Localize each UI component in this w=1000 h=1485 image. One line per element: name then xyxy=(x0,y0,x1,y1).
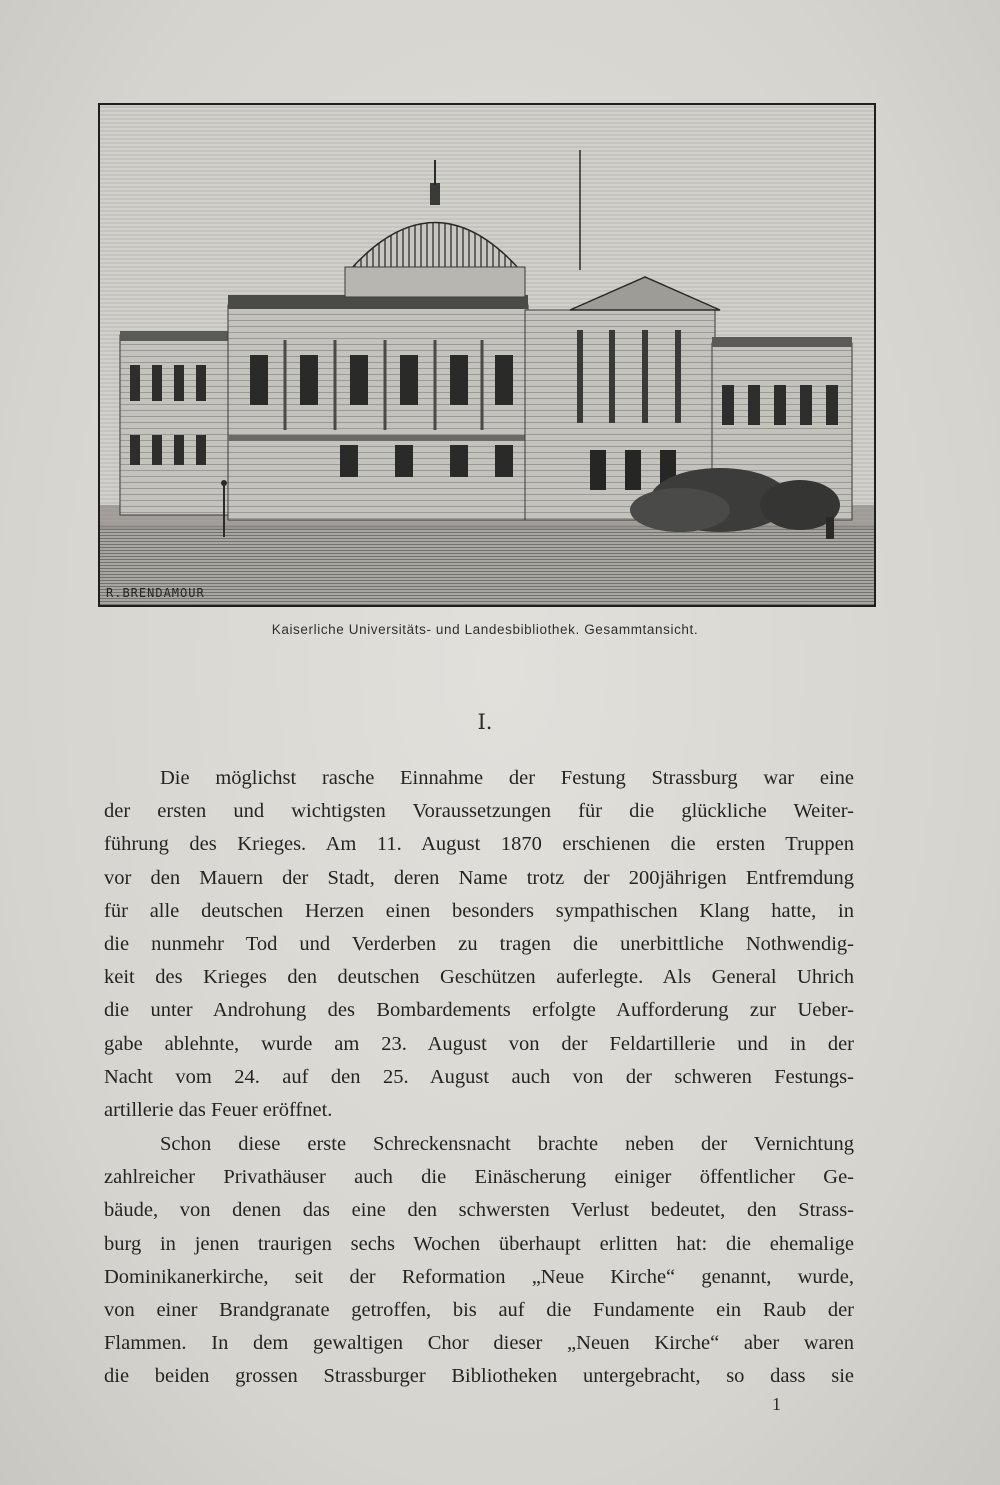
text-line: bäude, von denen das eine den schwersten Verlust bedeutet, den Strass- xyxy=(104,1199,854,1222)
text-line: von einer Brandgranate getroffen, bis auf die Fundamente ein Raub der xyxy=(104,1299,854,1322)
engraver-signature: R.BRENDAMOUR xyxy=(106,586,205,600)
paragraph-1 xyxy=(104,762,854,1127)
text-line: burg in jenen traurigen sechs Wochen überhaupt erlitten hat: die ehemalige xyxy=(104,1232,854,1255)
page-number: 1 xyxy=(772,1394,781,1414)
text-line: zahlreicher Privathäuser auch die Einäscherung einiger öffentlicher Ge- xyxy=(104,1166,854,1189)
chapter-heading: I. xyxy=(477,710,493,734)
text-line: für alle deutschen Herzen einen besonders sympathischen Klang hatte, in xyxy=(104,899,854,922)
library-engraving xyxy=(98,103,876,607)
text-line: die beiden grossen Strassburger Bibliotheken untergebracht, so dass sie xyxy=(104,1365,854,1388)
text-line: vor den Mauern der Stadt, deren Name trotz der 200jährigen Entfremdung xyxy=(104,866,854,889)
figure-caption: Kaiserliche Universitäts- und Landesbibliothek. Gesammtansicht. xyxy=(271,622,699,637)
text-line: Nacht vom 24. auf den 25. August auch von der schweren Festungs- xyxy=(104,1065,854,1088)
text-line: die unter Androhung des Bombardements erfolgte Aufforderung zur Ueber- xyxy=(104,999,854,1022)
text-line: die nunmehr Tod und Verderben zu tragen die unerbittliche Nothwendig- xyxy=(104,933,854,956)
text-line: Flammen. In dem gewaltigen Chor dieser „Neuen Kirche“ aber waren xyxy=(104,1332,854,1355)
text-line: gabe ablehnte, wurde am 23. August von der Feldartillerie und in der xyxy=(104,1032,854,1055)
text-line: der ersten und wichtigsten Voraussetzungen für die glückliche Weiter- xyxy=(104,800,854,823)
text-line: artillerie das Feuer eröffnet. xyxy=(104,1099,333,1122)
paragraph-2 xyxy=(104,1128,854,1394)
text-line: führung des Krieges. Am 11. August 1870 erschienen die ersten Truppen xyxy=(104,833,854,856)
text-line: Dominikanerkirche, seit der Reformation „Neue Kirche“ genannt, wurde, xyxy=(104,1265,854,1288)
text-line: Schon diese erste Schreckensnacht brachte neben der Vernichtung xyxy=(160,1133,854,1155)
text-line: Die möglichst rasche Einnahme der Festung Strassburg war eine xyxy=(160,767,854,789)
text-line: keit des Krieges den deutschen Geschützen auferlegte. Als General Uhrich xyxy=(104,966,854,989)
